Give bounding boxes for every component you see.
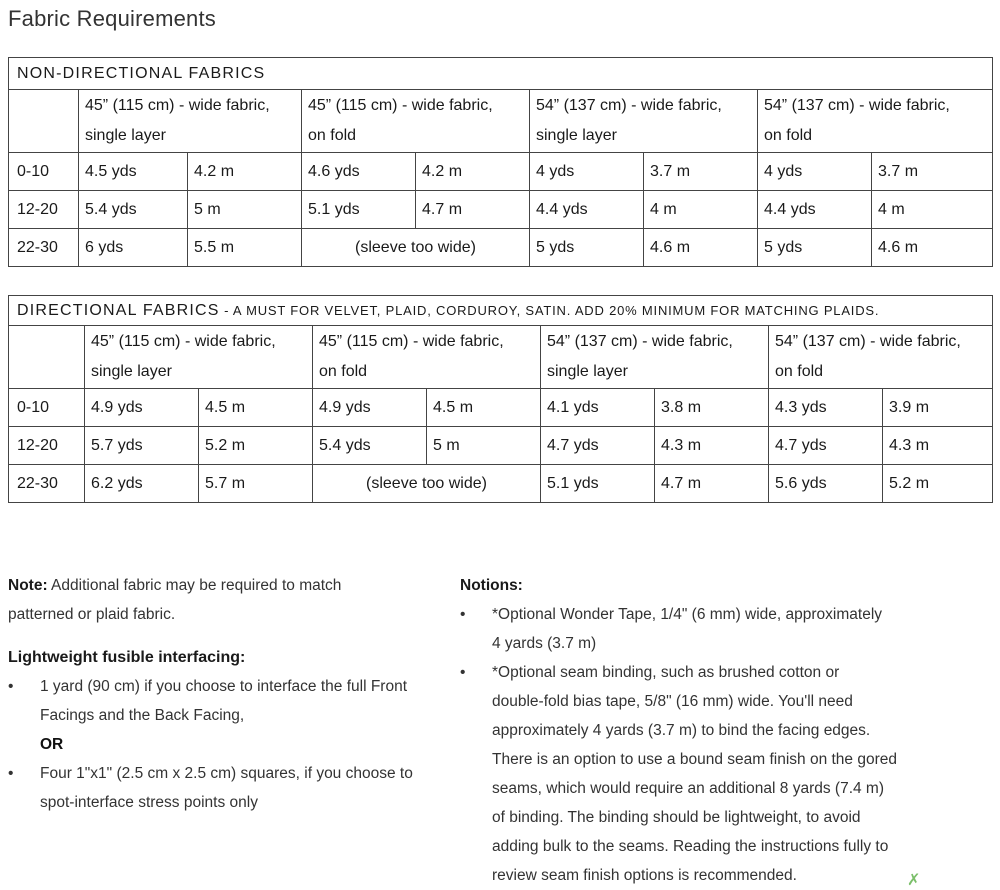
bullet: • bbox=[460, 664, 466, 681]
table-cell: 4.9 yds bbox=[85, 389, 199, 427]
table-cell: 4.4 yds bbox=[758, 191, 872, 229]
notes-left-column bbox=[8, 571, 428, 817]
interfacing-list bbox=[8, 672, 428, 817]
table-cell: 5 yds bbox=[758, 229, 872, 267]
table-cell: 4.9 yds bbox=[313, 389, 427, 427]
table-cell: 4.5 m bbox=[199, 389, 313, 427]
size-cell: 0-10 bbox=[9, 389, 85, 427]
column-header: 45” (115 cm) - wide fabric, on fold bbox=[313, 326, 541, 389]
table-row bbox=[9, 465, 993, 503]
sleeve-too-wide-cell: (sleeve too wide) bbox=[313, 465, 541, 503]
list-item: • Four 1"x1" (2.5 cm x 2.5 cm) squares, if you choose to spot-interface stress points only bbox=[8, 759, 428, 817]
size-cell: 12-20 bbox=[9, 427, 85, 465]
table-cell: 4.6 yds bbox=[302, 153, 416, 191]
table-cell: 4.3 m bbox=[655, 427, 769, 465]
size-column-header bbox=[9, 326, 85, 389]
table-cell: 5.6 yds bbox=[769, 465, 883, 503]
table-cell: 4 yds bbox=[530, 153, 644, 191]
table-cell: 6.2 yds bbox=[85, 465, 199, 503]
non-directional-fabrics-table bbox=[8, 57, 993, 267]
table-cell: 5.2 m bbox=[199, 427, 313, 465]
table-cell: 3.8 m bbox=[655, 389, 769, 427]
note-line: Note: Additional fabric may be required to match bbox=[8, 577, 342, 594]
table-cell: 4.3 m bbox=[883, 427, 993, 465]
table-cell: 4 yds bbox=[758, 153, 872, 191]
table-row bbox=[9, 229, 993, 267]
table-cell: 4.2 m bbox=[188, 153, 302, 191]
table-header: NON-DIRECTIONAL FABRICS bbox=[9, 58, 993, 90]
notions-column bbox=[460, 571, 897, 890]
table-cell: 4.6 m bbox=[644, 229, 758, 267]
table-cell: 5.5 m bbox=[188, 229, 302, 267]
list-item: • *Optional seam binding, such as brushed cotton or double-fold bias tape, 5/8" (16 mm) wide. You'll need approximately 4 yards (3.7 m) to bind the facing edges. There is an option to use a bound seam finish on the gored seams, which would require an additional 8 yards (7.4 m) of binding. The binding should be lightweight, to avoid adding bulk to the seams. Reading the instructions fully to review seam finish options is recommended. bbox=[460, 658, 880, 890]
table-cell: 4.5 m bbox=[427, 389, 541, 427]
column-header: 45” (115 cm) - wide fabric, on fold bbox=[302, 90, 530, 153]
column-header: 54” (137 cm) - wide fabric, on fold bbox=[758, 90, 993, 153]
directional-fabrics-table bbox=[8, 295, 993, 503]
table-cell: 3.7 m bbox=[872, 153, 993, 191]
table-cell: 5.4 yds bbox=[79, 191, 188, 229]
table-row bbox=[9, 427, 993, 465]
column-header: 54” (137 cm) - wide fabric, single layer bbox=[541, 326, 769, 389]
table-cell: 4.7 m bbox=[655, 465, 769, 503]
table-cell: 4.7 yds bbox=[769, 427, 883, 465]
table-cell: 4.4 yds bbox=[530, 191, 644, 229]
size-cell: 12-20 bbox=[9, 191, 79, 229]
size-cell: 22-30 bbox=[9, 465, 85, 503]
table-cell: 3.9 m bbox=[883, 389, 993, 427]
table-cell: 3.7 m bbox=[644, 153, 758, 191]
table-cell: 5.4 yds bbox=[313, 427, 427, 465]
column-header: 45” (115 cm) - wide fabric, single layer bbox=[85, 326, 313, 389]
list-item: • 1 yard (90 cm) if you choose to interface the full Front Facings and the Back Facing, OR bbox=[8, 672, 428, 759]
interfacing-heading: Lightweight fusible interfacing: bbox=[8, 649, 246, 666]
table-cell: 4.7 yds bbox=[541, 427, 655, 465]
table-cell: 5 yds bbox=[530, 229, 644, 267]
size-cell: 0-10 bbox=[9, 153, 79, 191]
table-cell: 4 m bbox=[644, 191, 758, 229]
bullet: • bbox=[8, 678, 14, 695]
table-cell: 5 m bbox=[188, 191, 302, 229]
or-label: OR bbox=[40, 736, 64, 753]
size-column-header bbox=[9, 90, 79, 153]
check-mark-icon: ✗ bbox=[907, 872, 921, 889]
table-cell: 5.1 yds bbox=[541, 465, 655, 503]
sleeve-too-wide-cell: (sleeve too wide) bbox=[302, 229, 530, 267]
table-cell: 5.1 yds bbox=[302, 191, 416, 229]
table-row bbox=[9, 153, 993, 191]
table-cell: 6 yds bbox=[79, 229, 188, 267]
table-cell: 4.1 yds bbox=[541, 389, 655, 427]
bullet: • bbox=[460, 606, 466, 623]
column-header: 54” (137 cm) - wide fabric, single layer bbox=[530, 90, 758, 153]
note-line: patterned or plaid fabric. bbox=[8, 606, 176, 623]
table-cell: 4.2 m bbox=[416, 153, 530, 191]
table-cell: 4.3 yds bbox=[769, 389, 883, 427]
table-cell: 5.2 m bbox=[883, 465, 993, 503]
table-cell: 5.7 m bbox=[199, 465, 313, 503]
notions-heading: Notions: bbox=[460, 577, 523, 594]
table-row bbox=[9, 191, 993, 229]
size-cell: 22-30 bbox=[9, 229, 79, 267]
table-cell: 4.7 m bbox=[416, 191, 530, 229]
table-cell: 4 m bbox=[872, 191, 993, 229]
table-cell: 5.7 yds bbox=[85, 427, 199, 465]
note-label: Note: bbox=[8, 577, 48, 594]
bullet: • bbox=[8, 765, 14, 782]
notions-list bbox=[460, 600, 897, 890]
table-cell: 4.6 m bbox=[872, 229, 993, 267]
table-row bbox=[9, 389, 993, 427]
page-title: Fabric Requirements bbox=[8, 6, 216, 31]
table-cell: 5 m bbox=[427, 427, 541, 465]
list-item: • *Optional Wonder Tape, 1/4" (6 mm) wide, approximately 4 yards (3.7 m) bbox=[460, 600, 880, 658]
column-header: 54” (137 cm) - wide fabric, on fold bbox=[769, 326, 993, 389]
table-cell: 4.5 yds bbox=[79, 153, 188, 191]
table-header: DIRECTIONAL FABRICS - A MUST FOR VELVET, PLAID, CORDUROY, SATIN. ADD 20% MINIMUM FOR MATCHING PLAIDS. bbox=[9, 296, 993, 326]
column-header: 45” (115 cm) - wide fabric, single layer bbox=[79, 90, 302, 153]
